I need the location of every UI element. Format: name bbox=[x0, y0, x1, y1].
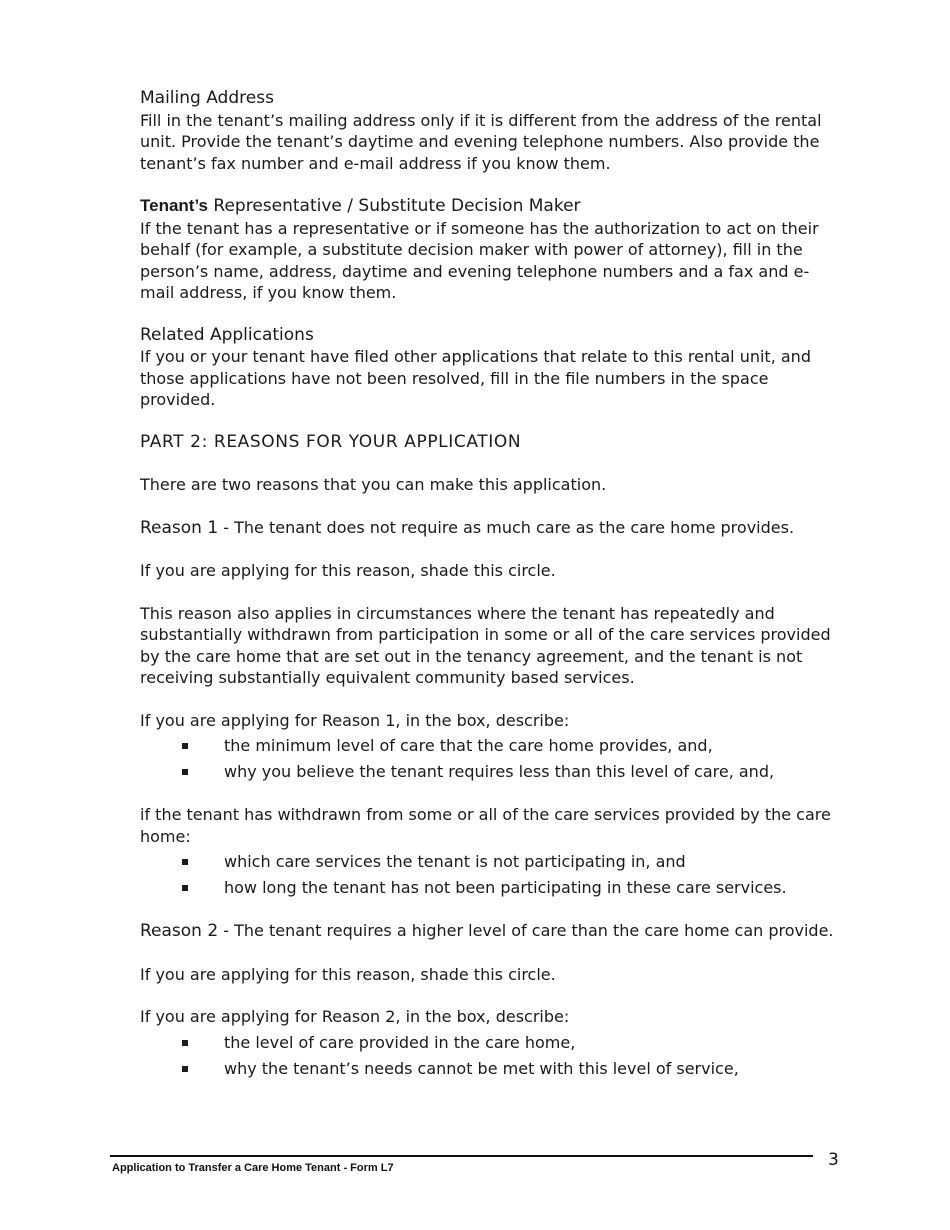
list-item-text: why the tenant’s needs cannot be met with this level of service, bbox=[224, 1058, 739, 1078]
reason2-bullet-list bbox=[140, 1032, 840, 1080]
mailing-address-heading: Mailing Address bbox=[140, 88, 274, 108]
bullet-icon bbox=[182, 1040, 188, 1046]
representative-heading bbox=[140, 195, 840, 218]
reason2-text: - The tenant requires a higher level of care than the care home can provide. bbox=[218, 921, 834, 940]
reason2-statement bbox=[140, 920, 840, 943]
mailing-address-section bbox=[140, 88, 840, 174]
reason1-also-applies: This reason also applies in circumstances where the tenant has repeatedly and substantially withdrawn from participation in some or all of the care services provided by the care home that are set out in the tenancy agreement, and the tenant is not receiving substantially equivalent community based services. bbox=[140, 603, 831, 687]
bullet-icon bbox=[182, 1066, 188, 1072]
list-item-text: the minimum level of care that the care home provides, and, bbox=[224, 736, 713, 755]
bullet-icon bbox=[182, 885, 188, 891]
list-item-text: why you believe the tenant requires less than this level of care, and, bbox=[224, 762, 775, 781]
related-applications-body: If you or your tenant have filed other applications that relate to this rental unit, and those applications have not been resolved, fill in the file numbers in the space provided. bbox=[140, 347, 811, 409]
reason2-shade-instruction: If you are applying for this reason, shade this circle. bbox=[140, 964, 556, 984]
representative-heading-bold: Tenant’s bbox=[140, 196, 209, 215]
reason2-describe: If you are applying for Reason 2, in the box, describe: bbox=[140, 1007, 570, 1026]
bullet-icon bbox=[182, 769, 188, 775]
footer-divider bbox=[110, 1155, 813, 1157]
representative-section bbox=[140, 195, 840, 304]
reason1-statement bbox=[140, 517, 840, 540]
footer-form-title: Application to Transfer a Care Home Tenant - Form L7 bbox=[112, 1162, 394, 1174]
list-item bbox=[140, 851, 840, 873]
reason2-describe-block bbox=[140, 1006, 840, 1080]
list-item bbox=[140, 1058, 840, 1080]
bullet-icon bbox=[182, 859, 188, 865]
list-item bbox=[140, 1032, 840, 1054]
reason1-text: - The tenant does not require as much care as the care home provides. bbox=[218, 517, 795, 537]
reason2-label: Reason 2 bbox=[140, 921, 219, 941]
part2-heading: PART 2: REASONS FOR YOUR APPLICATION bbox=[140, 431, 522, 452]
reason1-shade-instruction: If you are applying for this reason, shade this circle. bbox=[140, 561, 556, 580]
reason1-withdrawn-list bbox=[140, 851, 840, 899]
reason1-bullet-list bbox=[140, 735, 840, 783]
related-applications-heading: Related Applications bbox=[140, 324, 314, 345]
representative-heading-rest: Representative / Substitute Decision Maker bbox=[208, 196, 581, 216]
representative-body: If the tenant has a representative or if someone has the authorization to act on their behalf (for example, a substitute decision maker with power of attorney), fill in the person’s name, address, daytime and evening telephone numbers and a fax and e-mail address, if you know them. bbox=[140, 218, 819, 302]
part2-intro: There are two reasons that you can make this application. bbox=[140, 475, 607, 494]
reason1-withdrawn: if the tenant has withdrawn from some or all of the care services provided by the care home: bbox=[140, 805, 831, 846]
list-item-text: the level of care provided in the care home, bbox=[224, 1032, 576, 1052]
reason1-describe-block bbox=[140, 710, 840, 784]
related-applications-section bbox=[140, 325, 840, 411]
reason1-describe: If you are applying for Reason 1, in the box, describe: bbox=[140, 710, 570, 730]
list-item-text: which care services the tenant is not participating in, and bbox=[224, 852, 686, 871]
list-item bbox=[140, 735, 840, 757]
reason1-withdrawn-block bbox=[140, 804, 840, 899]
list-item-text: how long the tenant has not been participating in these care services. bbox=[224, 878, 787, 897]
reason1-label: Reason 1 bbox=[140, 517, 219, 538]
mailing-address-body: Fill in the tenant’s mailing address only if it is different from the address of the rental unit. Provide the tenant’s daytime and evening telephone numbers. Also provide the tenant’s fax number and e-mail address if you know them. bbox=[140, 110, 822, 173]
page-number: 3 bbox=[828, 1150, 839, 1170]
list-item bbox=[140, 761, 840, 783]
document-page bbox=[140, 88, 840, 1084]
list-item bbox=[140, 877, 840, 899]
bullet-icon bbox=[182, 743, 188, 749]
